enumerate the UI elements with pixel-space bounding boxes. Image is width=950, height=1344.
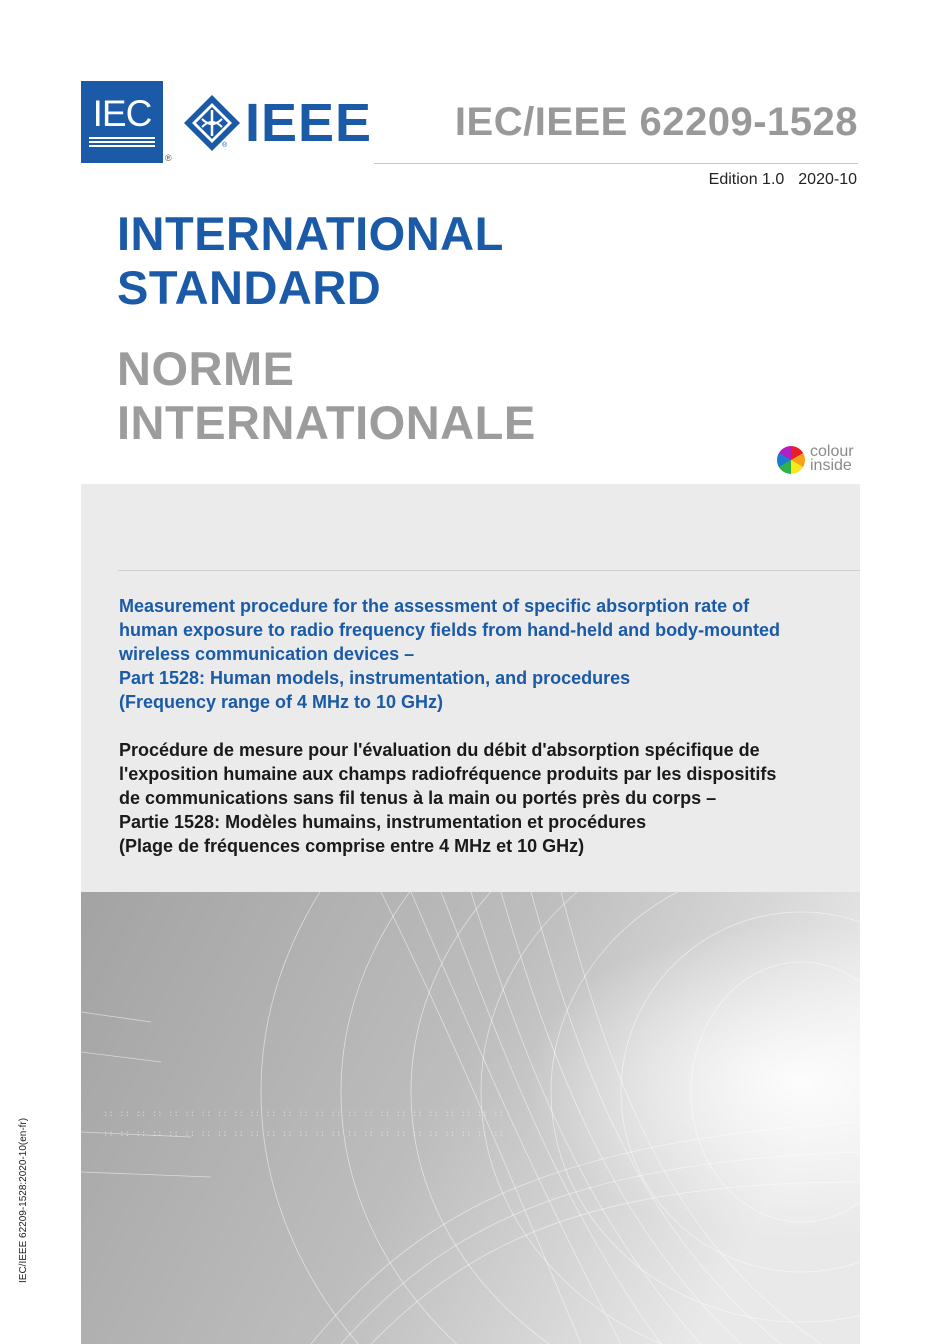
colour-inside-text (810, 445, 854, 473)
iec-logo (81, 81, 163, 163)
svg-text::: :: :: :: :: :: :: :: :: ::: :: :: :: :: :: :: :: :: :: :: :: :: :: :: :: :: :: :: :: :: :: :: :: :: :: (103, 1109, 504, 1119)
standard-number: IEC/IEEE 62209-1528 (454, 100, 858, 144)
french-title-line: Procédure de mesure pour l'évaluation du débit d'absorption spécifique de (119, 740, 760, 760)
norme-internationale-heading (117, 342, 536, 450)
iec-logo-text: IEC (92, 93, 152, 134)
badge-line-1: colour (810, 443, 854, 460)
international-standard-heading (117, 207, 504, 315)
header-divider (374, 163, 858, 164)
english-title-line: human exposure to radio frequency fields from hand-held and body-mounted (119, 620, 781, 640)
heading-line-2: STANDARD (117, 261, 382, 314)
french-title (119, 738, 839, 858)
heading-line-1: INTERNATIONAL (117, 207, 504, 260)
colour-wheel-icon (777, 446, 805, 474)
english-title-line: Part 1528: Human models, instrumentation, and procedures (119, 668, 631, 688)
panel-divider (118, 570, 860, 571)
english-title-line: (Frequency range of 4 MHz to 10 GHz) (119, 692, 444, 712)
edition-date: 2020-10 (798, 171, 857, 188)
heading-fr-line-1: NORME (117, 342, 295, 395)
french-title-line: Partie 1528: Modèles humains, instrumentation et procédures (119, 812, 647, 832)
decorative-wave-image (81, 892, 860, 1344)
svg-text::: :: :: :: :: :: :: :: :: ::: :: :: :: :: :: :: :: :: :: :: :: :: :: :: :: :: :: :: :: :: :: :: :: :: :: (103, 1129, 504, 1139)
badge-line-2: inside (810, 457, 852, 474)
french-title-line: (Plage de fréquences comprise entre 4 MHz et 10 GHz) (119, 836, 585, 856)
french-title-line: de communications sans fil tenus à la main ou portés près du corps – (119, 788, 717, 808)
edition-info (709, 171, 857, 189)
english-title-line: Measurement procedure for the assessment of specific absorption rate of (119, 596, 750, 616)
ieee-logo-text: IEEE (245, 93, 373, 153)
english-title-line: wireless communication devices – (119, 644, 415, 664)
iec-logo-lines (89, 137, 155, 151)
ieee-registered-mark: ® (222, 142, 228, 149)
edition-label: Edition 1.0 (708, 171, 785, 188)
iec-registered-mark: ® (165, 153, 172, 163)
english-title (119, 594, 839, 714)
heading-fr-line-2: INTERNATIONALE (117, 396, 536, 449)
ieee-diamond-icon (183, 94, 241, 152)
side-reference: IEC/IEEE 62209-1528:2020-10(en-fr) (18, 1117, 29, 1283)
french-title-line: l'exposition humaine aux champs radiofréquence produits par les dispositifs (119, 764, 777, 784)
colour-inside-badge (777, 445, 867, 479)
